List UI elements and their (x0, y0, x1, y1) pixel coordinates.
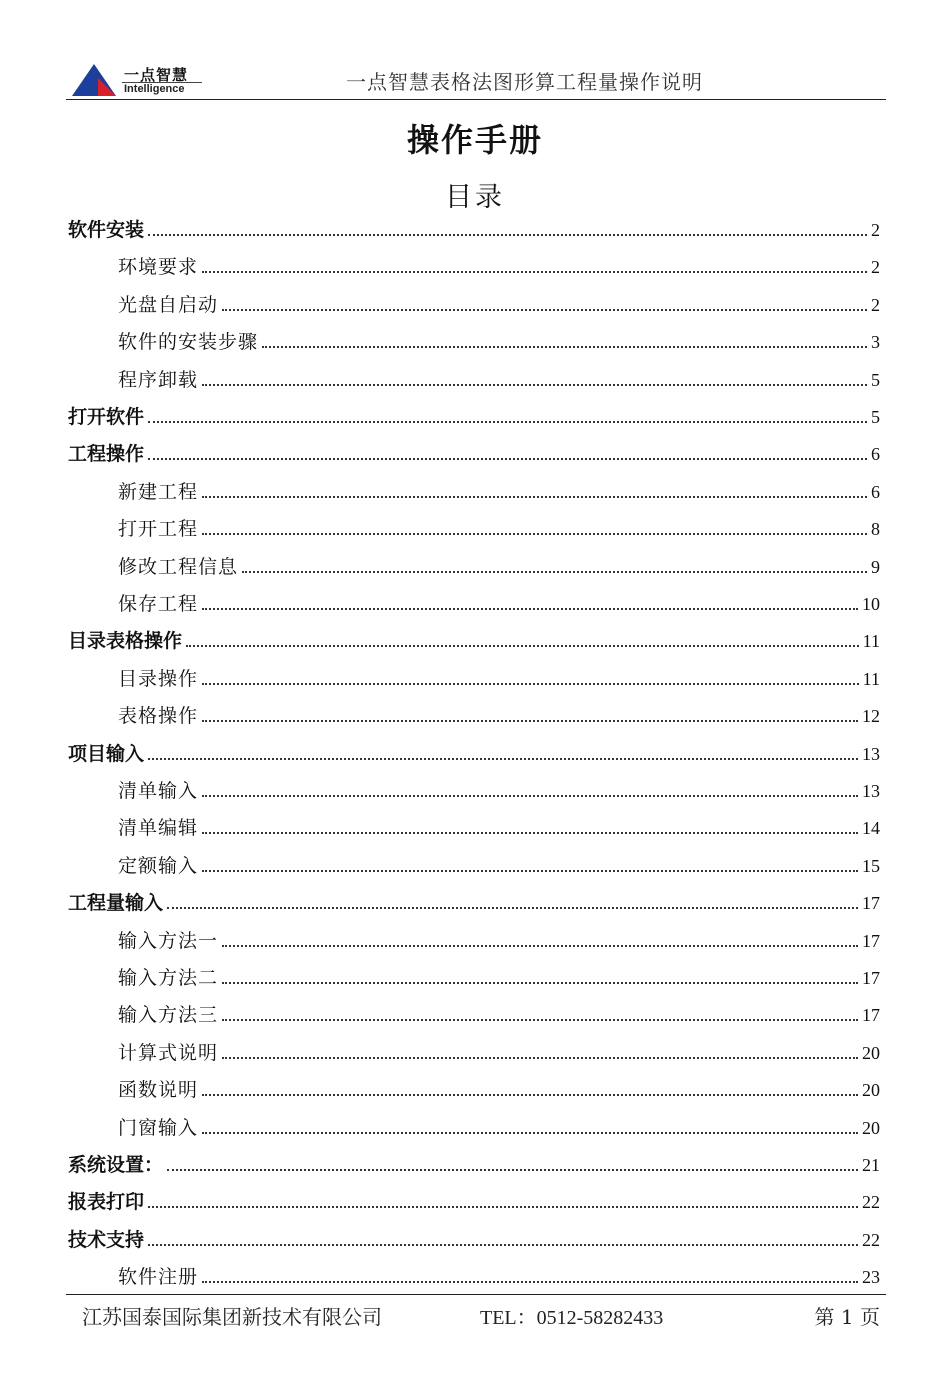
toc-dot-leader (148, 1206, 858, 1208)
toc-entry-page: 17 (862, 893, 880, 914)
toc-entry[interactable] (0, 549, 880, 579)
logo-chinese-text: 一点智慧 (124, 66, 189, 84)
footer-telephone: TEL：0512-58282433 (480, 1307, 664, 1329)
toc-dot-leader (148, 1244, 858, 1246)
toc-entry-label: 清单编辑 (118, 817, 199, 840)
toc-dot-leader (202, 720, 858, 722)
toc-dot-leader (148, 758, 858, 760)
toc-entry-page: 2 (871, 294, 880, 315)
toc-entry-page: 8 (871, 519, 880, 540)
toc-entry-page: 21 (862, 1155, 880, 1175)
toc-entry[interactable] (0, 698, 880, 728)
toc-entry[interactable] (0, 1147, 880, 1177)
toc-entry[interactable] (0, 249, 880, 279)
toc-entry-label: 环境要求 (118, 256, 199, 279)
toc-entry-label: 系统设置： (68, 1154, 164, 1176)
toc-entry-label: 清单输入 (118, 780, 199, 802)
toc-dot-leader (222, 945, 858, 947)
toc-entry[interactable] (0, 586, 880, 616)
toc-dot-leader (202, 271, 867, 273)
toc-entry-page: 5 (871, 369, 880, 390)
toc-entry-page: 2 (871, 220, 880, 240)
header-title: 一点智慧表格法图形算工程量操作说明 (346, 70, 703, 94)
toc-entry[interactable] (0, 1222, 880, 1252)
toc-entry-label: 输入方法三 (118, 1004, 219, 1027)
toc-dot-leader (202, 1094, 858, 1096)
toc-dot-leader (202, 870, 858, 872)
page-footer (66, 1294, 886, 1331)
toc-entry-label: 定额输入 (118, 854, 199, 877)
toc-entry[interactable] (0, 362, 880, 392)
toc-entry-label: 函数说明 (118, 1079, 199, 1102)
toc-entry-page: 20 (862, 1042, 880, 1063)
toc-entry-page: 11 (862, 631, 880, 652)
toc-entry-label: 新建工程 (118, 480, 199, 503)
toc-entry-page: 15 (862, 855, 880, 876)
toc-entry-page: 2 (871, 257, 880, 278)
toc-entry-page: 17 (862, 930, 880, 951)
toc-entry-label: 打开软件 (68, 406, 145, 428)
toc-entry[interactable] (0, 885, 880, 915)
toc-entry-page: 11 (862, 668, 880, 689)
toc-entry-page: 20 (862, 1117, 880, 1138)
toc-entry[interactable] (0, 474, 880, 504)
toc-entry-label: 光盘自启动 (118, 293, 219, 316)
toc-entry-label: 技术支持 (68, 1228, 145, 1251)
toc-entry[interactable] (0, 399, 880, 429)
toc-dot-leader (167, 907, 858, 909)
toc-entry-label: 工程量输入 (68, 892, 164, 915)
toc-entry-label: 目录表格操作 (68, 630, 183, 653)
toc-entry-page: 10 (862, 594, 880, 614)
toc-dot-leader (167, 1169, 858, 1171)
toc-entry[interactable] (0, 1184, 880, 1214)
toc-entry-label: 程序卸载 (118, 368, 199, 391)
toc-entry-page: 23 (862, 1267, 880, 1288)
toc-entry[interactable] (0, 736, 880, 766)
toc-entry[interactable] (0, 1110, 880, 1140)
toc-entry[interactable] (0, 1259, 880, 1289)
company-logo (72, 62, 200, 98)
toc-entry-page: 3 (871, 332, 880, 353)
toc-entry[interactable] (0, 212, 880, 242)
toc-entry-page: 22 (862, 1192, 880, 1213)
toc-entry-page: 13 (862, 743, 880, 764)
toc-entry-label: 表格操作 (118, 705, 199, 728)
toc-dot-leader (202, 496, 867, 498)
toc-entry-label: 输入方法二 (118, 967, 219, 989)
logo-mark-icon (72, 64, 120, 96)
toc-dot-leader (202, 533, 867, 535)
toc-entry-page: 22 (862, 1229, 880, 1250)
page-header (66, 58, 886, 100)
toc-dot-leader (202, 683, 859, 685)
toc-entry[interactable] (0, 511, 880, 541)
toc-dot-leader (222, 982, 858, 984)
toc-entry-label: 报表打印 (68, 1191, 145, 1214)
toc-entry-label: 输入方法一 (118, 929, 219, 952)
toc-entry[interactable] (0, 1035, 880, 1065)
logo-english-text: Intelligence (124, 83, 185, 95)
toc-dot-leader (222, 1019, 858, 1021)
toc-entry-label: 软件的安装步骤 (118, 331, 259, 354)
toc-entry-label: 目录操作 (118, 667, 199, 690)
toc-entry[interactable] (0, 1072, 880, 1102)
toc-entry-page: 5 (871, 407, 880, 427)
toc-entry-label: 计算式说明 (118, 1041, 219, 1064)
toc-dot-leader (262, 346, 867, 348)
toc-dot-leader (202, 1132, 858, 1134)
toc-entry[interactable] (0, 324, 880, 354)
toc-entry-label: 打开工程 (118, 518, 199, 541)
toc-entry[interactable] (0, 661, 880, 691)
toc-entry[interactable] (0, 810, 880, 840)
toc-dot-leader (202, 832, 858, 834)
toc-entry-page: 6 (871, 444, 880, 465)
toc-entry-page: 17 (862, 1005, 880, 1026)
toc-entry-label: 软件注册 (118, 1266, 199, 1289)
toc-dot-leader (148, 458, 867, 460)
toc-entry-label: 软件安装 (68, 219, 145, 241)
toc-entry[interactable] (0, 436, 880, 466)
toc-entry-page: 13 (862, 781, 880, 801)
toc-entry[interactable] (0, 960, 880, 990)
toc-entry-page: 17 (862, 968, 880, 988)
toc-dot-leader (202, 1281, 858, 1283)
toc-dot-leader (148, 234, 867, 236)
toc-dot-leader (222, 309, 867, 311)
toc-entry[interactable] (0, 848, 880, 878)
document-title: 操作手册 (406, 121, 543, 159)
toc-title: 目录 (445, 182, 505, 213)
toc-entry-label: 工程操作 (68, 443, 145, 466)
toc-dot-leader (186, 645, 859, 647)
toc-dot-leader (202, 608, 858, 610)
toc-dot-leader (202, 795, 858, 797)
footer-page-number: 第 1 页 (814, 1305, 880, 1329)
toc-dot-leader (148, 421, 867, 423)
toc-entry-label: 保存工程 (118, 593, 199, 615)
toc-dot-leader (242, 571, 867, 573)
toc-entry[interactable] (0, 773, 880, 803)
toc-entry-label: 门窗输入 (118, 1116, 199, 1139)
toc-entry-page: 9 (871, 556, 880, 577)
toc-entry-label: 项目输入 (68, 742, 145, 765)
toc-entry-page: 20 (862, 1080, 880, 1101)
toc-entry[interactable] (0, 623, 880, 653)
footer-company: 江苏国泰国际集团新技术有限公司 (82, 1305, 382, 1329)
toc-entry-label: 修改工程信息 (118, 555, 239, 578)
toc-entry-page: 14 (862, 818, 880, 839)
toc-entry-page: 12 (862, 706, 880, 727)
toc-dot-leader (222, 1057, 858, 1059)
toc-dot-leader (202, 384, 867, 386)
toc-entry-page: 6 (871, 481, 880, 502)
toc-entry[interactable] (0, 287, 880, 317)
toc-entry[interactable] (0, 997, 880, 1027)
toc-entry[interactable] (0, 923, 880, 953)
